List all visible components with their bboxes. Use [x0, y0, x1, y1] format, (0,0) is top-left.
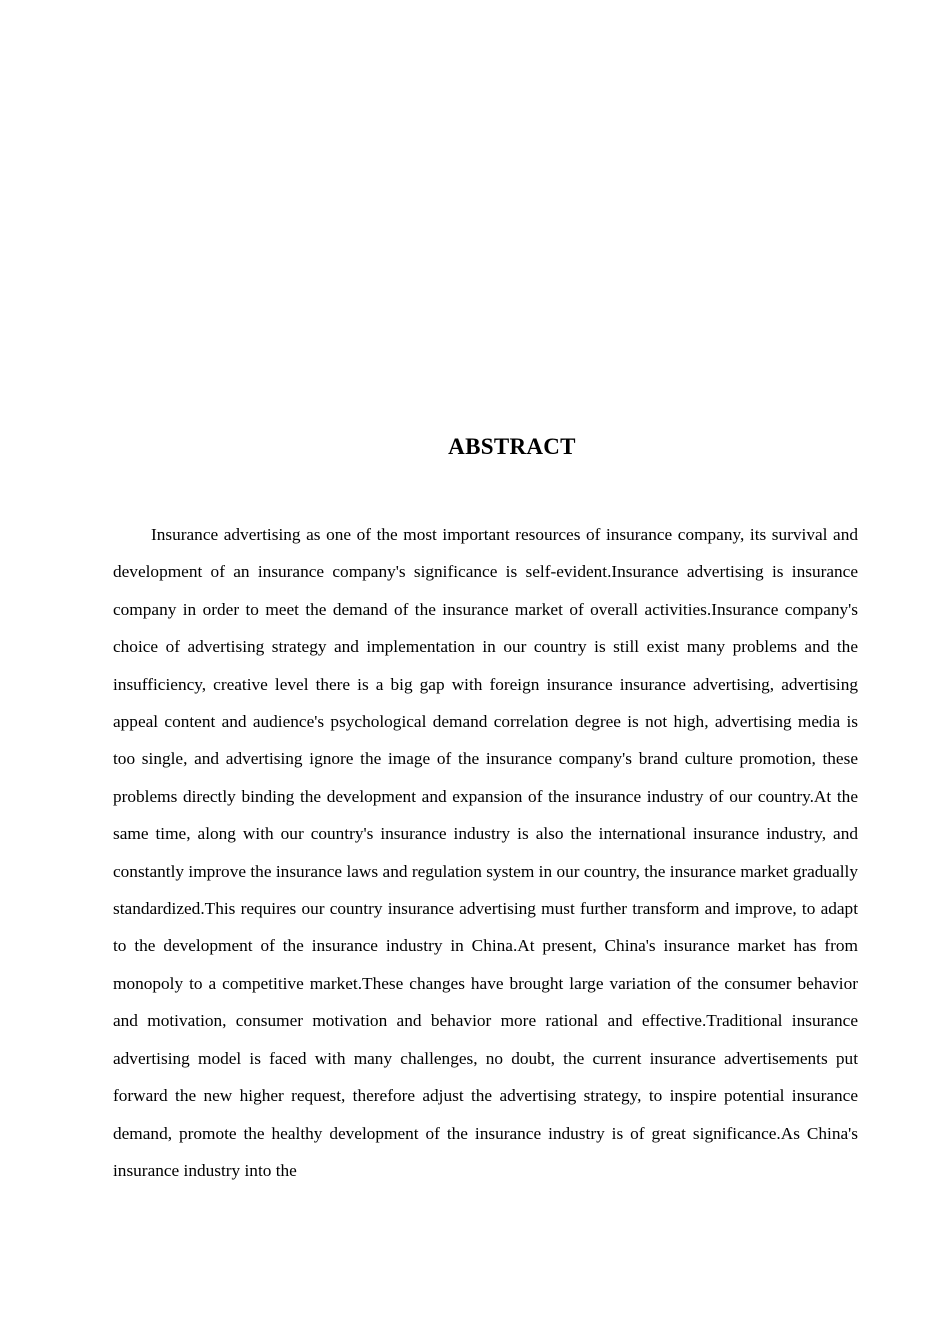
abstract-paragraph: Insurance advertising as one of the most important resources of insurance company, its survival and development of an insurance company's significance is self-evident.Insurance advertising is insurance company in order to meet the demand of the insurance market of overall activities.Insurance company's choice of advertising strategy and implementation in our country is still exist many problems and the insufficiency, creative level there is a big gap with foreign insurance insurance advertising, advertising appeal content and audience's psychological demand correlation degree is not high, advertising media is too single, and advertising ignore the image of the insurance company's brand culture promotion, these problems directly binding the development and expansion of the insurance industry of our country.At the same time, along with our country's insurance industry is also the international insurance industry, and constantly improve the insurance laws and regulation system in our country, the insurance market gradually standardized.This requires our country insurance advertising must further transform and improve, to adapt to the development of the insurance industry in China.At present, China's insurance market has from monopoly to a competitive market.These changes have brought large variation of the consumer behavior and motivation, consumer motivation and behavior more rational and effective.Traditional insurance advertising model is faced with many challenges, no doubt, the current insurance advertisements put forward the new higher request, therefore adjust the advertising strategy, to inspire potential insurance demand, promote the healthy development of the insurance industry is of great significance.As China's insurance industry into the [113, 525, 858, 1180]
abstract-heading: ABSTRACT [448, 434, 576, 459]
